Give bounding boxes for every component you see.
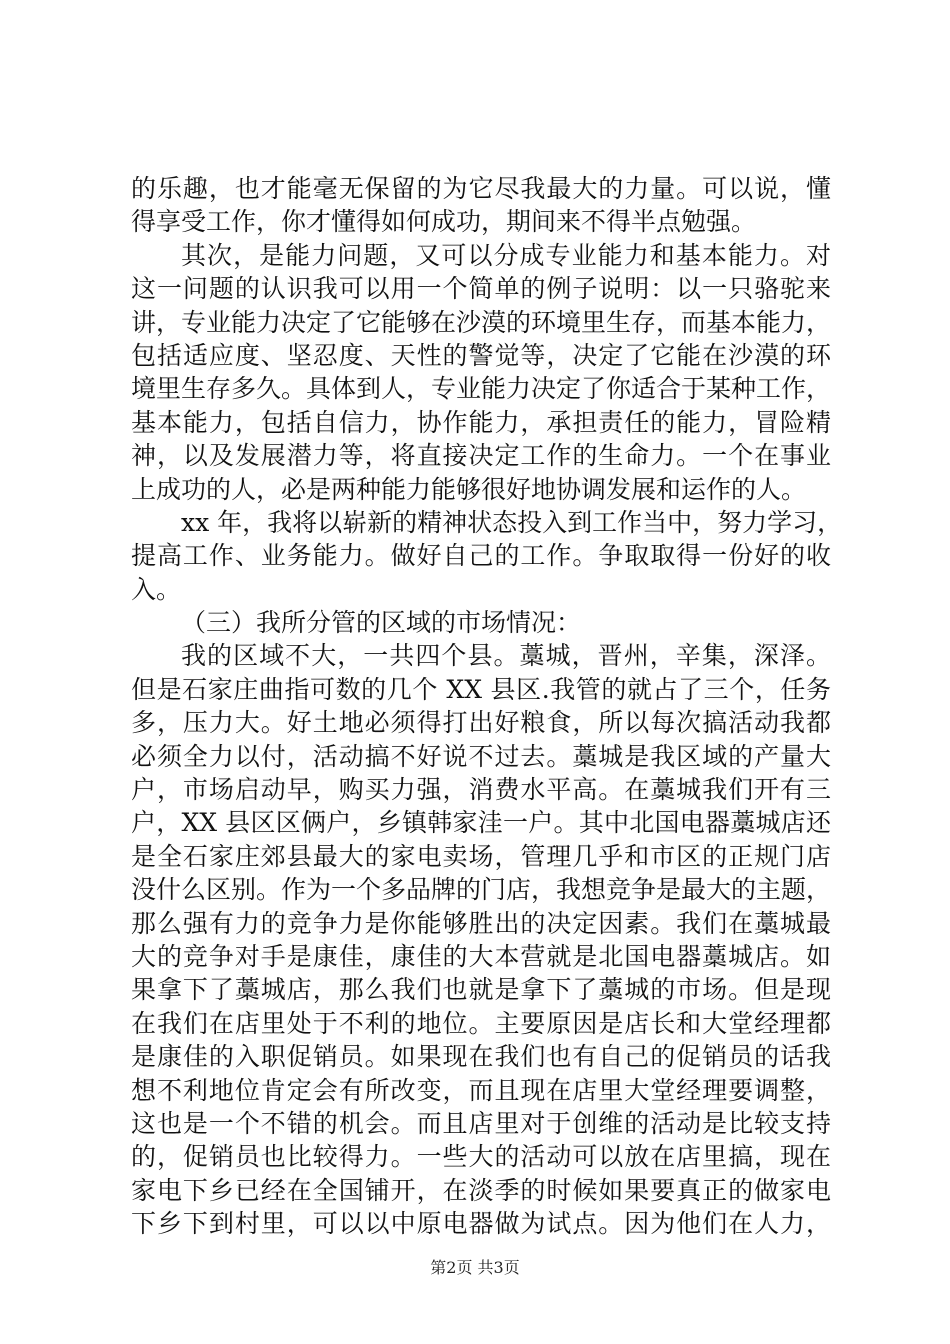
text-line: 这一问题的认识我可以用一个简单的例子说明：以一只骆驼来 [131, 274, 831, 304]
section-heading: （三）我所分管的区域的市场情况： [181, 608, 582, 638]
text-line: 神，以及发展潜力等，将直接决定工作的生命力。一个在事业 [131, 441, 831, 471]
text-line: 果拿下了藁城店，那么我们也就是拿下了藁城的市场。但是现 [131, 975, 831, 1005]
document-body [131, 172, 843, 1241]
text-line: 户，市场启动早，购买力强，消费水平高。在藁城我们开有三 [131, 775, 831, 805]
text-line: 是康佳的入职促销员。如果现在我们也有自己的促销员的话我 [131, 1042, 831, 1072]
text-line: 我的区域不大，一共四个县。藁城，晋州，辛集，深泽。 [181, 641, 831, 671]
text-line: 户，XX 县区区俩户，乡镇韩家洼一户。其中北国电器藁城店还 [131, 808, 831, 838]
text-line: 没什么区别。作为一个多品牌的门店，我想竞争是最大的主题， [131, 875, 832, 905]
text-line: xx 年，我将以崭新的精神状态投入到工作当中，努力学习， [181, 507, 843, 537]
text-line: 大的竞争对手是康佳，康佳的大本营就是北国电器藁城店。如 [131, 941, 831, 971]
text-line: 是全石家庄郊县最大的家电卖场，管理几乎和市区的正规门店 [131, 841, 831, 871]
text-line: 讲，专业能力决定了它能够在沙漠的环境里生存，而基本能力， [131, 307, 832, 337]
text-line: 的，促销员也比较得力。一些大的活动可以放在店里搞，现在 [131, 1142, 831, 1172]
text-line: 基本能力，包括自信力，协作能力，承担责任的能力，冒险精 [131, 407, 831, 437]
text-line: 在我们在店里处于不利的地位。主要原因是店长和大堂经理都 [131, 1008, 831, 1038]
text-line: 那么强有力的竞争力是你能够胜出的决定因素。我们在藁城最 [131, 908, 831, 938]
text-line: 入。 [131, 574, 182, 604]
text-line: 必须全力以付，活动搞不好说不过去。藁城是我区域的产量大 [131, 741, 831, 771]
text-line: 得享受工作，你才懂得如何成功，期间来不得半点勉强。 [131, 207, 757, 237]
page-footer [0, 1255, 950, 1278]
text-line: 多，压力大。好土地必须得打出好粮食，所以每次搞活动我都 [131, 708, 831, 738]
text-line: 提高工作、业务能力。做好自己的工作。争取取得一份好的收 [131, 541, 831, 571]
text-line: 但是石家庄曲指可数的几个 XX 县区.我管的就占了三个，任务 [131, 674, 831, 704]
text-line: 下乡下到村里，可以以中原电器做为试点。因为他们在人力， [131, 1209, 831, 1239]
text-line: 上成功的人，必是两种能力能够很好地协调发展和运作的人。 [131, 474, 807, 504]
page-number: 第2页 共3页 [430, 1258, 520, 1277]
text-line: 的乐趣，也才能毫无保留的为它尽我最大的力量。可以说，懂 [131, 174, 831, 203]
text-line: 其次，是能力问题，又可以分成专业能力和基本能力。对 [181, 240, 831, 270]
text-line: 境里生存多久。具体到人，专业能力决定了你适合于某种工作， [131, 374, 832, 404]
text-line: 包括适应度、坚忍度、天性的警觉等，决定了它能在沙漠的环 [131, 340, 831, 370]
text-line: 想不利地位肯定会有所改变，而且现在店里大堂经理要调整， [131, 1075, 831, 1105]
text-line: 这也是一个不错的机会。而且店里对于创维的活动是比较支持 [131, 1108, 831, 1138]
text-line: 家电下乡已经在全国铺开，在淡季的时候如果要真正的做家电 [131, 1175, 831, 1205]
